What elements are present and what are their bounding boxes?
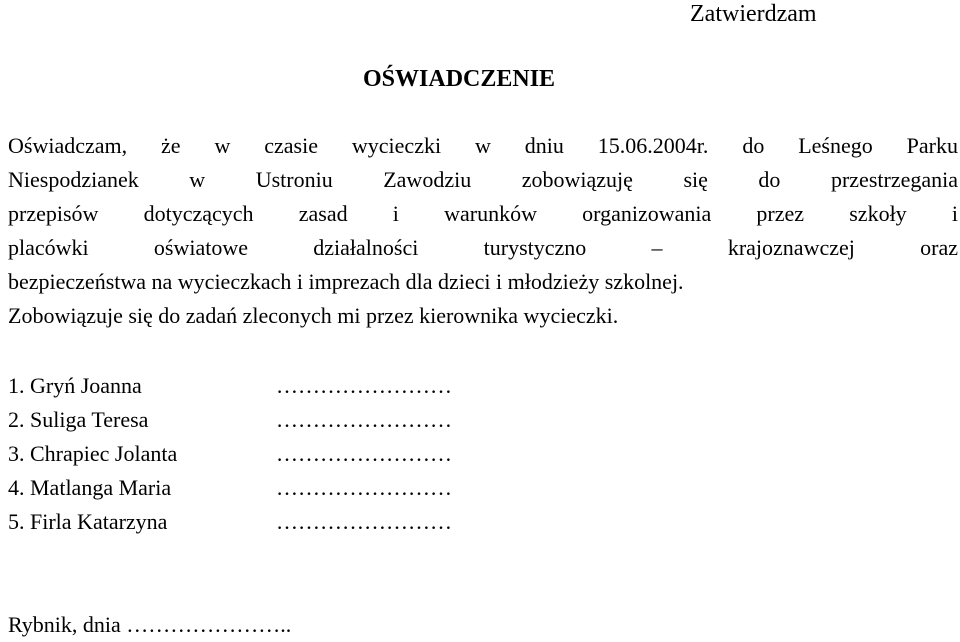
participant-row	[8, 403, 708, 437]
participant-name: 4. Matlanga Maria	[8, 475, 172, 500]
place-date-line: Rybnik, dnia …………………..	[8, 612, 292, 637]
participant-name: 1. Gryń Joanna	[8, 373, 142, 398]
signature-line: ……………………	[276, 509, 452, 534]
declaration-line: Zobowiązuje się do zadań zleconych mi przez kierownika wycieczki.	[8, 303, 619, 328]
signature-line: ……………………	[276, 475, 452, 500]
signature-line: ……………………	[276, 441, 452, 466]
signature-line: ……………………	[276, 407, 452, 432]
participant-name: 2. Suliga Teresa	[8, 407, 149, 432]
declaration-line: Niespodzianek w Ustroniu Zawodziu zobowiązuję się do przestrzegania	[8, 167, 958, 192]
document-title: OŚWIADCZENIE	[363, 66, 556, 92]
declaration-body	[8, 129, 958, 333]
participant-name: 5. Firla Katarzyna	[8, 509, 168, 534]
participant-row	[8, 369, 708, 403]
declaration-line: bezpieczeństwa na wycieczkach i imprezach dla dzieci i młodzieży szkolnej.	[8, 269, 684, 294]
participant-name: 3. Chrapiec Jolanta	[8, 441, 178, 466]
participant-row	[8, 505, 708, 539]
participant-list	[8, 369, 708, 539]
approval-label: Zatwierdzam	[690, 1, 817, 27]
participant-row	[8, 437, 708, 471]
declaration-line: przepisów dotyczących zasad i warunków organizowania przez szkoły i	[8, 201, 958, 226]
declaration-line: placówki oświatowe działalności turystyczno – krajoznawczej oraz	[8, 235, 958, 260]
declaration-line: Oświadczam, że w czasie wycieczki w dniu 15.06.2004r. do Leśnego Parku	[8, 133, 958, 158]
participant-row	[8, 471, 708, 505]
signature-line: ……………………	[276, 373, 452, 398]
